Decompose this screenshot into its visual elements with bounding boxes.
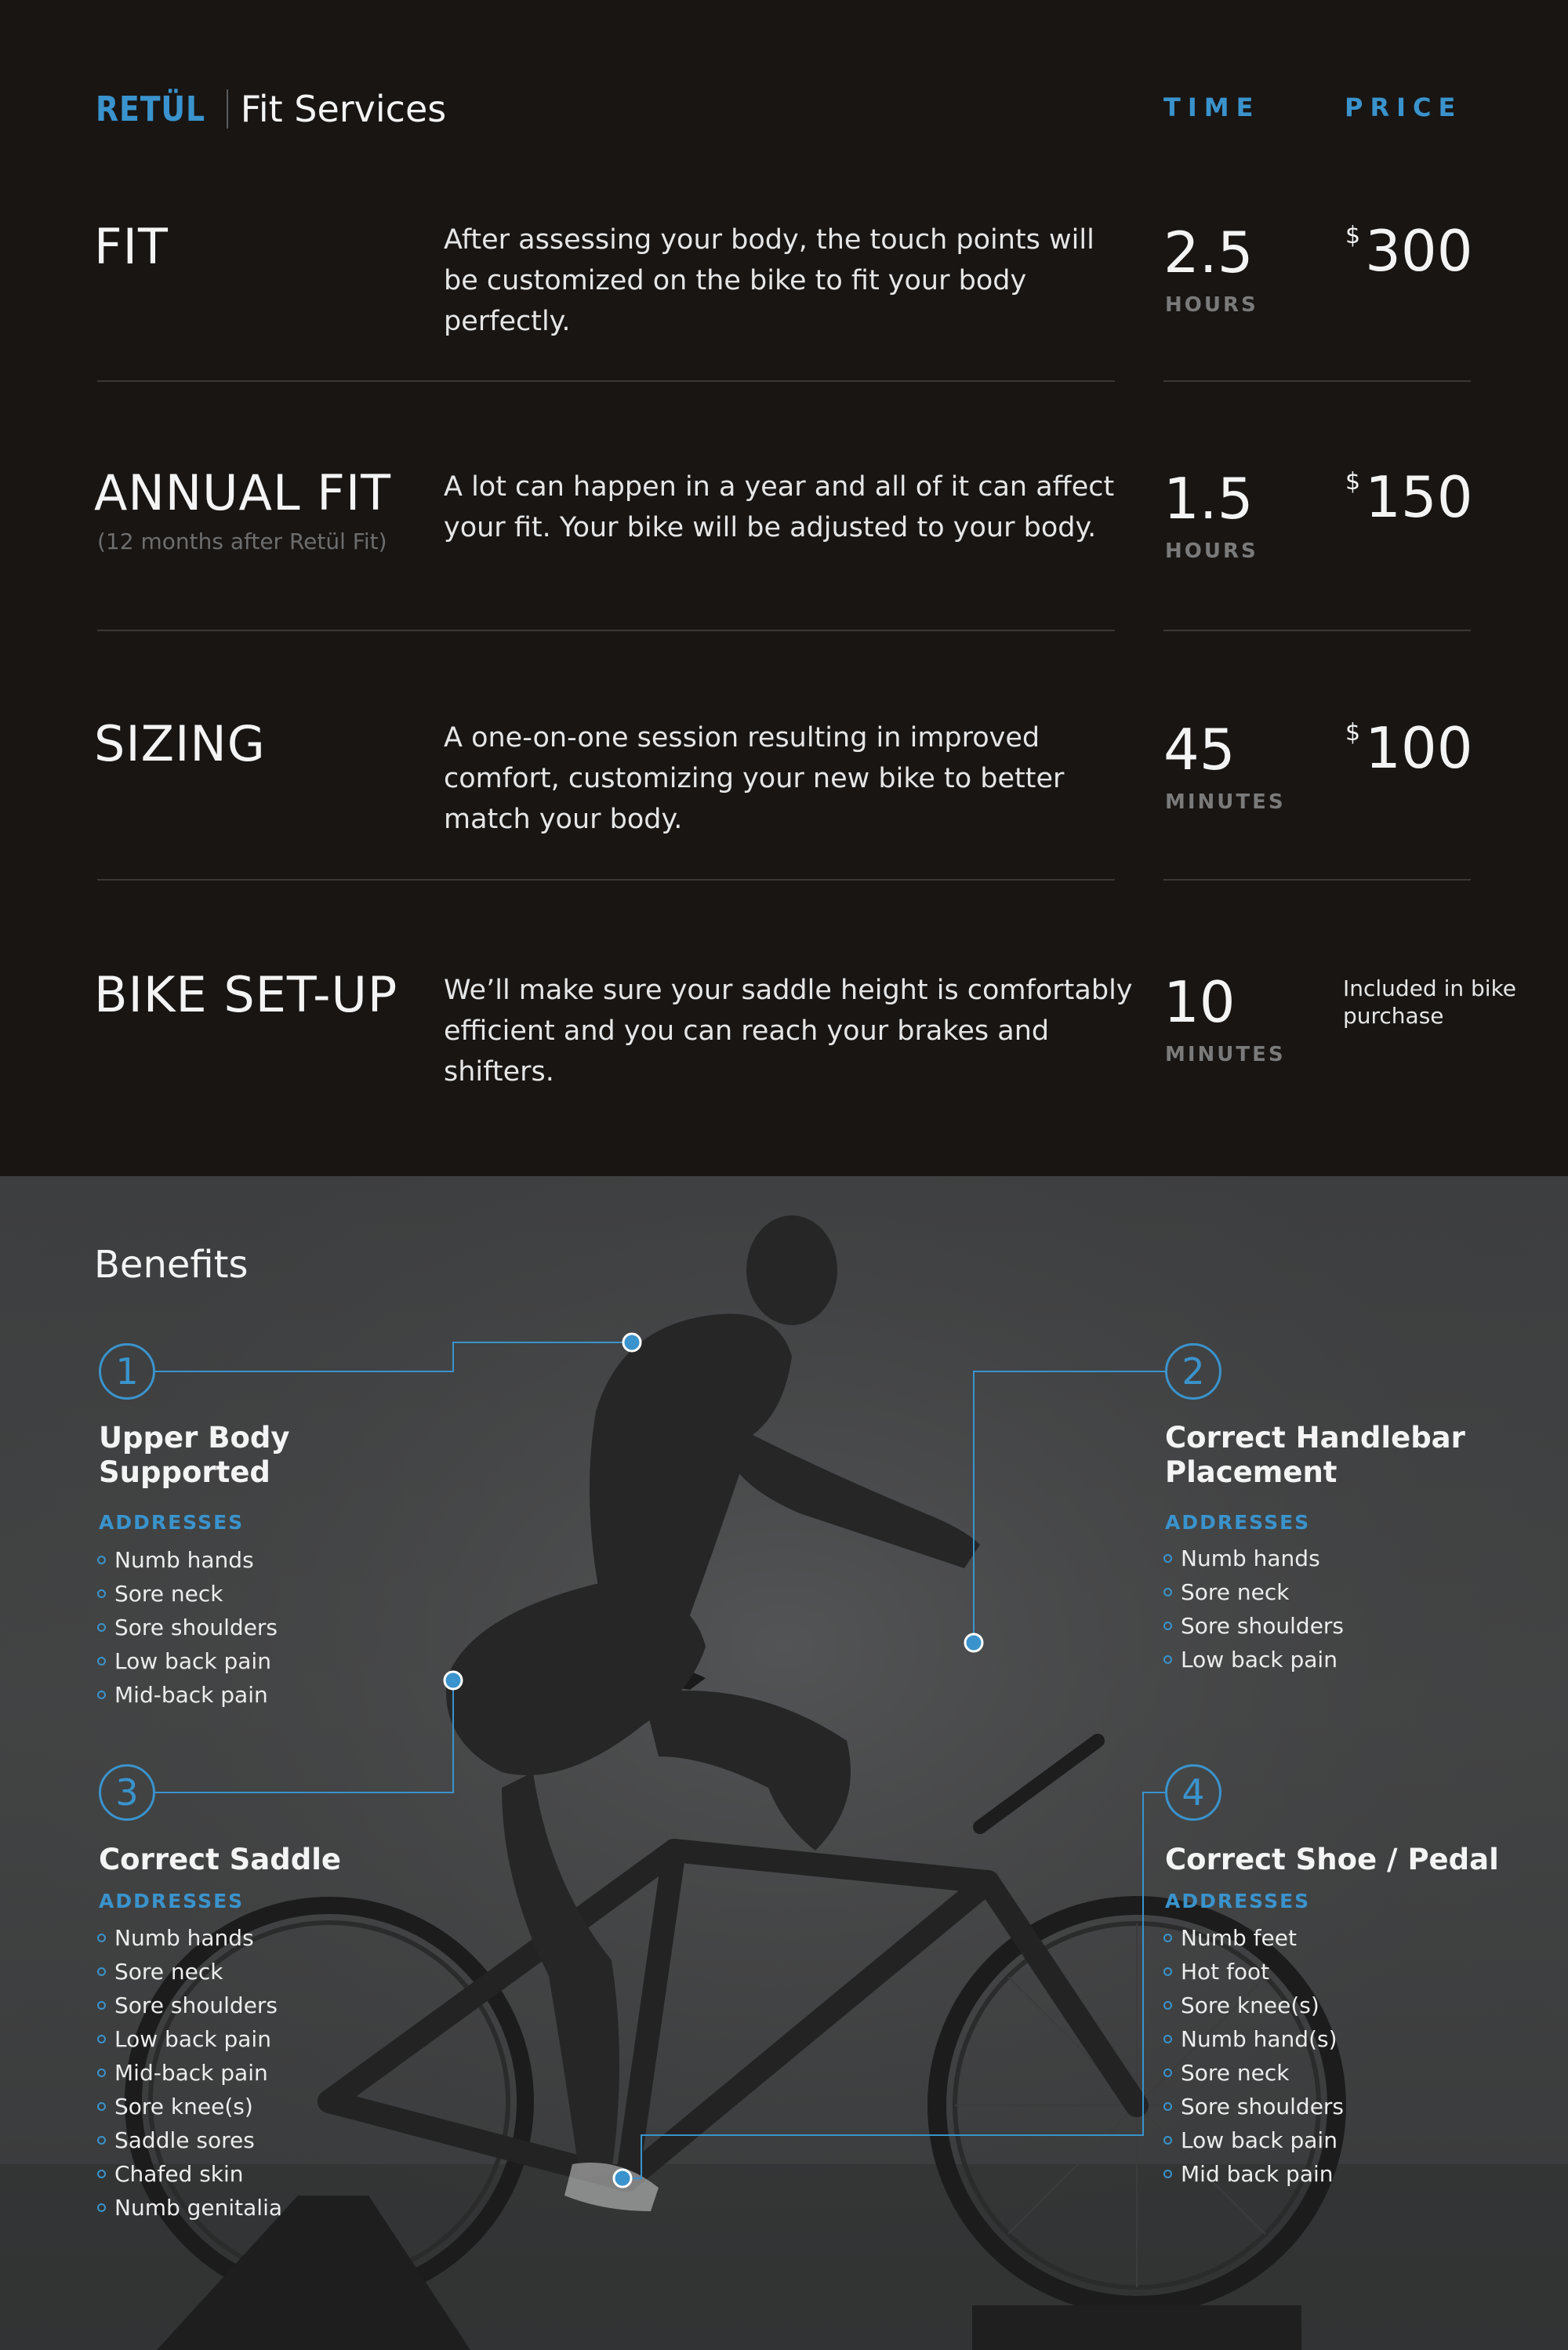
benefit-number-badge: 3 (99, 1764, 155, 1821)
list-item: Low back pain (97, 1644, 278, 1678)
service-time: 45 (1163, 717, 1236, 783)
list-item: Sore neck (1163, 2056, 1344, 2090)
benefit-addresses-list (1163, 1921, 1344, 2191)
benefit-heading: Correct Shoe / Pedal (1165, 1843, 1499, 1876)
brand-separator (227, 89, 228, 129)
service-price (1345, 218, 1473, 284)
retul-logo: RETÜL (96, 89, 205, 129)
service-name: SIZING (94, 715, 266, 772)
pedal-marker (614, 2170, 631, 2187)
benefits-section (0, 1176, 1568, 2350)
service-description: After assessing your body, the touch points will be customized on the bike to fit your body perfectly. (444, 224, 1094, 337)
list-item: Sore shoulders (1163, 2090, 1344, 2123)
list-item: Mid-back pain (97, 2056, 282, 2090)
benefits-title: Benefits (94, 1243, 249, 1287)
addresses-label: ADDRESSES (99, 1890, 245, 1912)
benefit-number-badge: 4 (1165, 1764, 1221, 1821)
service-price (1345, 715, 1473, 781)
currency-symbol: $ (1345, 468, 1361, 496)
handlebar-marker (965, 1634, 982, 1651)
service-name: ANNUAL FIT (94, 464, 392, 521)
benefit-heading: Correct Saddle (99, 1843, 342, 1876)
list-item: Low back pain (1163, 1643, 1344, 1676)
row-divider (1163, 380, 1471, 382)
service-time-unit: MINUTES (1165, 790, 1286, 814)
benefit-addresses-list (97, 1543, 278, 1712)
row-divider (97, 630, 1115, 631)
list-item: Sore shoulders (1163, 1609, 1344, 1643)
list-item: Saddle sores (97, 2123, 282, 2157)
service-name: FIT (94, 218, 169, 275)
list-item: Numb hands (97, 1921, 282, 1955)
list-item: Hot foot (1163, 1955, 1344, 1989)
list-item: Sore knee(s) (1163, 1989, 1344, 2022)
page-title: Fit Services (240, 88, 447, 130)
list-item: Sore shoulders (97, 1611, 278, 1644)
row-divider (1163, 630, 1471, 631)
service-time: 2.5 (1163, 220, 1254, 285)
price-value: 150 (1365, 464, 1473, 530)
addresses-label: ADDRESSES (1165, 1890, 1311, 1912)
list-item: Sore neck (1163, 1575, 1344, 1609)
list-item: Numb hand(s) (1163, 2022, 1344, 2056)
row-divider (97, 879, 1115, 881)
benefit-addresses-list (97, 1921, 282, 2225)
service-time-unit: MINUTES (1165, 1043, 1286, 1066)
list-item: Low back pain (1163, 2123, 1344, 2157)
list-item: Chafed skin (97, 2157, 282, 2191)
price-column-header: PRICE (1345, 93, 1463, 122)
list-item: Sore knee(s) (97, 2090, 282, 2123)
saddle-marker (445, 1672, 462, 1689)
list-item: Low back pain (97, 2022, 282, 2056)
list-item: Mid back pain (1163, 2157, 1344, 2191)
currency-symbol: $ (1345, 222, 1361, 249)
brand-header (96, 88, 446, 130)
benefit-heading: Upper Body Supported (99, 1421, 290, 1489)
row-divider (97, 380, 1115, 382)
list-item: Numb feet (1163, 1921, 1344, 1955)
benefit-addresses-list (1163, 1542, 1344, 1676)
service-price-note: Included in bike purchase (1343, 975, 1517, 1029)
list-item: Numb hands (97, 1543, 278, 1577)
list-item: Sore neck (97, 1955, 282, 1989)
service-price (1345, 464, 1473, 530)
upper-body-marker (623, 1334, 641, 1351)
list-item: Numb genitalia (97, 2191, 282, 2225)
row-divider (1163, 879, 1471, 881)
addresses-label: ADDRESSES (99, 1511, 245, 1534)
service-description: We’ll make sure your saddle height is comfortably efficient and you can reach your brakes and shifters. (444, 975, 1133, 1088)
service-time-unit: HOURS (1165, 293, 1258, 317)
benefit-number-badge: 2 (1165, 1343, 1221, 1400)
list-item: Sore neck (97, 1577, 278, 1611)
service-subtitle: (12 months after Retül Fit) (97, 528, 387, 554)
service-time-unit: HOURS (1165, 539, 1258, 563)
service-description: A one-on-one session resulting in improved comfort, customizing your new bike to better match your body. (444, 722, 1065, 835)
service-description: A lot can happen in a year and all of it can affect your fit. Your bike will be adjusted to your body. (444, 471, 1115, 543)
benefit-number-badge: 1 (99, 1343, 155, 1400)
service-time: 1.5 (1163, 466, 1254, 532)
list-item: Mid-back pain (97, 1678, 278, 1712)
service-name: BIKE SET-UP (94, 966, 398, 1023)
benefit-heading: Correct Handlebar Placement (1165, 1421, 1465, 1489)
list-item: Numb hands (1163, 1542, 1344, 1575)
price-value: 100 (1365, 715, 1473, 781)
addresses-label: ADDRESSES (1165, 1511, 1311, 1534)
list-item: Sore shoulders (97, 1989, 282, 2022)
time-column-header: TIME (1163, 93, 1261, 122)
service-time: 10 (1163, 969, 1236, 1035)
price-value: 300 (1365, 218, 1473, 284)
currency-symbol: $ (1345, 719, 1361, 746)
